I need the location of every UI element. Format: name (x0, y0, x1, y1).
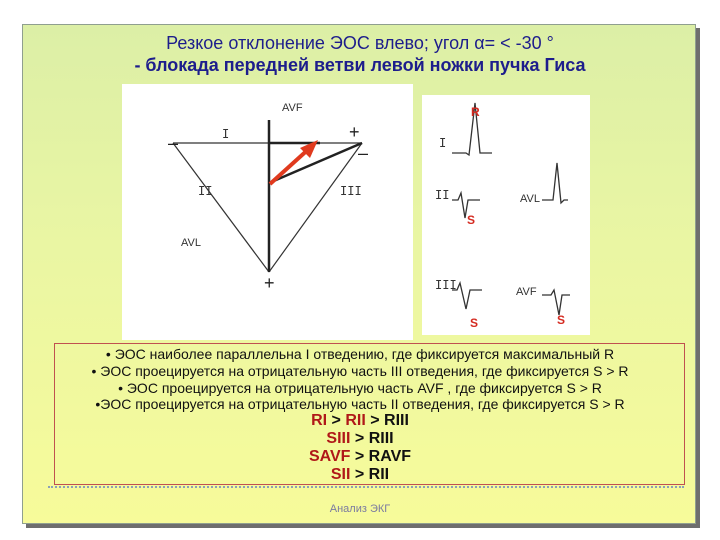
ineq-term: RI (311, 412, 328, 429)
inequality-s-avf (0, 448, 720, 466)
wave-lead-avl-label: AVL (520, 193, 540, 205)
wave-lead-ii (452, 193, 480, 218)
wave-lead-ii-label: II (435, 188, 450, 202)
ineq-term: RII (368, 466, 390, 483)
slide-title: Резкое отклонение ЭОС влево; угол α= < -30 ° (166, 33, 554, 53)
ineq-term: SII (330, 466, 351, 483)
lead-ii-label: II (198, 184, 213, 198)
wave-r-label: R (471, 105, 480, 119)
minus-sign-left: – (168, 133, 179, 153)
ineq-operator: > (370, 412, 380, 429)
ineq-term: RIII (368, 430, 394, 447)
wave-s-label-avf: S (557, 313, 566, 327)
wave-lead-avf (542, 290, 570, 315)
wave-lead-avf-label: AVF (516, 286, 537, 298)
bullet-2: • ЭОС проецируется на отрицательную часть III отведения, где фиксируется S > R (91, 363, 629, 379)
lead-i-label: I (222, 127, 230, 141)
ineq-term: RII (345, 412, 366, 429)
inequality-s-ii (0, 466, 720, 484)
ineq-operator: > (354, 466, 365, 483)
wave-lead-iii-label: III (435, 278, 457, 292)
wave-s-label-ii: S (467, 213, 476, 227)
bullet-4: •ЭОС проецируется на отрицательную часть II отведения, где фиксируется S > R (95, 396, 625, 412)
wave-s-label-iii: S (470, 316, 479, 330)
inequality-s-iii (0, 430, 720, 448)
lead-iii-label: III (340, 184, 362, 198)
wave-lead-avl (542, 163, 568, 203)
ineq-operator: > (354, 430, 365, 447)
ineq-term: RIII (384, 412, 409, 429)
plus-sign-top: + (349, 122, 360, 142)
avl-label: AVL (181, 237, 201, 249)
footer-divider (48, 486, 684, 488)
ineq-term: RAVF (368, 448, 412, 465)
bullet-3: • ЭОС проецируется на отрицательную часть AVF , где фиксируется S > R (118, 380, 602, 396)
ineq-term: SAVF (308, 448, 351, 465)
ineq-operator: > (354, 448, 365, 465)
wave-lead-i-label: I (439, 136, 447, 150)
ineq-operator: > (331, 412, 341, 429)
slide-subtitle: - блокада передней ветви левой ножки пучка Гиса (134, 55, 586, 75)
plus-sign-bottom: + (264, 273, 275, 293)
footer-text: Анализ ЭКГ (329, 503, 391, 515)
minus-sign-right: – (358, 143, 369, 163)
bullet-1: • ЭОС наиболее параллельна I отведению, где фиксируется максимальный R (105, 346, 615, 362)
inequality-r-leads (0, 412, 720, 430)
ineq-term: SIII (326, 430, 351, 447)
avf-label: AVF (282, 102, 303, 114)
